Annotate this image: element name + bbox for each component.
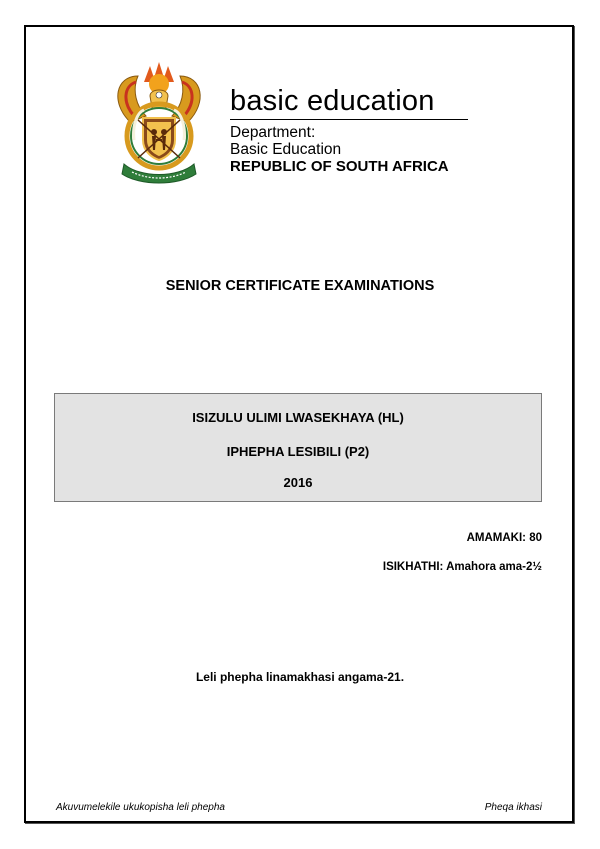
marks-total: AMAMAKI: 80 <box>466 532 542 544</box>
coat-of-arms-logo <box>110 62 208 186</box>
subject-name: ISIZULU ULIMI LWASEKHAYA (HL) <box>192 410 404 425</box>
country-name: REPUBLIC OF SOUTH AFRICA <box>230 158 449 175</box>
department-block <box>230 124 449 175</box>
exam-title: SENIOR CERTIFICATE EXAMINATIONS <box>165 278 435 294</box>
exam-year: 2016 <box>283 475 313 490</box>
page-count-note: Leli phepha linamakhasi angama-21. <box>195 670 405 684</box>
brand-name: basic education <box>230 85 435 117</box>
turn-over-note: Pheqa ikhasi <box>484 802 542 813</box>
paper-number: IPHEPHA LESIBILI (P2) <box>226 444 370 459</box>
subject-box <box>54 393 542 502</box>
brand-underline <box>230 119 468 120</box>
brand-block <box>230 84 435 118</box>
department-label: Department: <box>230 124 316 141</box>
copyright-notice: Akuvumelekile ukukopisha leli phepha <box>56 802 225 813</box>
department-name: Basic Education <box>230 141 342 158</box>
coat-of-arms-icon <box>110 62 208 186</box>
time-allowed: ISIKHATHI: Amahora ama-2½ <box>382 561 542 573</box>
